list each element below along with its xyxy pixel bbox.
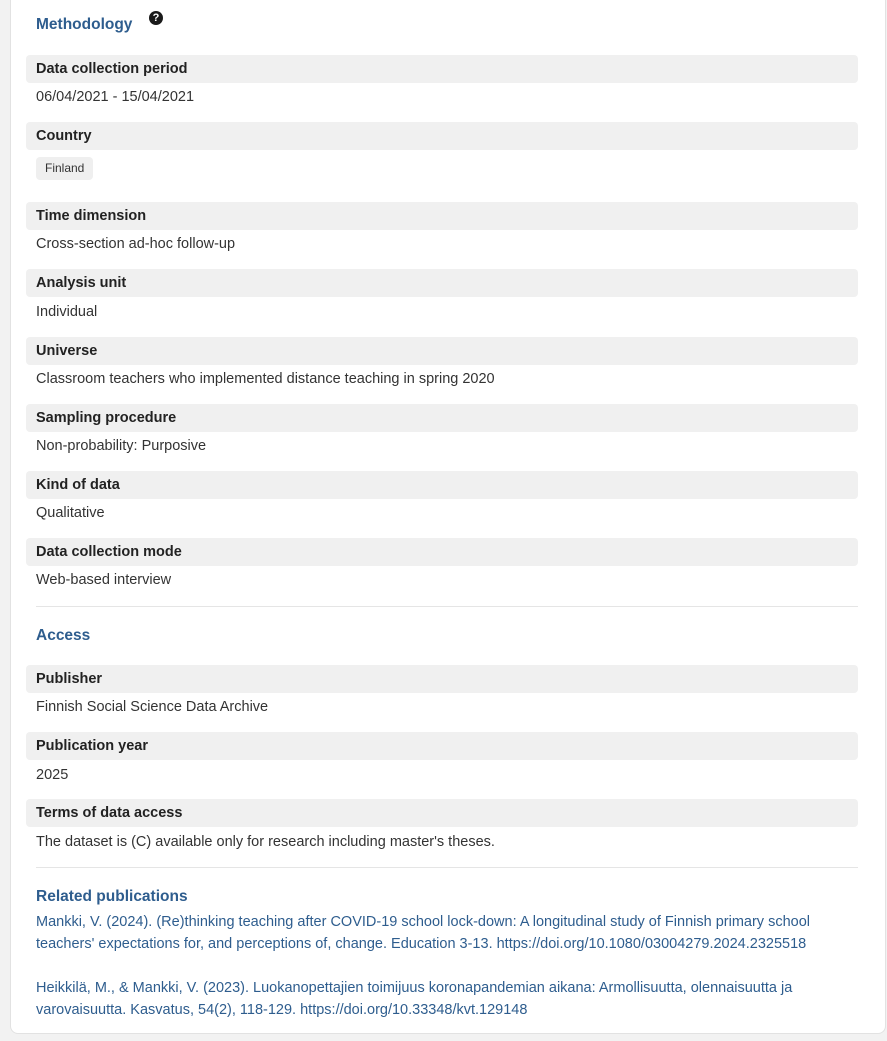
section-divider bbox=[36, 867, 858, 868]
field-label-data-collection-mode: Data collection mode bbox=[26, 538, 858, 566]
help-icon[interactable]: ? bbox=[149, 11, 163, 25]
field-value-data-collection-period: 06/04/2021 - 15/04/2021 bbox=[36, 89, 195, 105]
metadata-panel bbox=[10, 0, 886, 1034]
field-label-country: Country bbox=[26, 122, 858, 150]
section-divider bbox=[36, 606, 858, 607]
country-tag: Finland bbox=[36, 157, 93, 180]
publication-link[interactable]: Heikkilä, M., & Mankki, V. (2023). Luokanopettajien toimijuus koronapandemian aikana: Armollisuutta, olennaisuutta ja varovaisuutta. Kasvatus, 54(2), 118-129. https://doi.org/10.33348/kvt.129148 bbox=[36, 980, 793, 1018]
field-label-time-dimension: Time dimension bbox=[26, 202, 858, 230]
methodology-heading: Methodology bbox=[36, 16, 133, 33]
field-value-sampling-procedure: Non-probability: Purposive bbox=[36, 438, 207, 454]
field-label-analysis-unit: Analysis unit bbox=[26, 269, 858, 297]
field-label-publisher: Publisher bbox=[26, 665, 858, 693]
field-label-kind-of-data: Kind of data bbox=[26, 471, 858, 499]
field-label-universe: Universe bbox=[26, 337, 858, 365]
field-value-universe: Classroom teachers who implemented distance teaching in spring 2020 bbox=[36, 371, 495, 387]
field-value-publisher: Finnish Social Science Data Archive bbox=[36, 699, 269, 715]
related-publications-heading: Related publications bbox=[36, 888, 188, 905]
publication-link[interactable]: Mankki, V. (2024). (Re)thinking teaching after COVID-19 school lock-down: A longitudinal study of Finnish primary school teachers' expectations for, and perceptions of, change. Education 3-13. https://doi.org/10.1080/03004279.2024.2325518 bbox=[36, 914, 810, 952]
field-value-time-dimension: Cross-section ad-hoc follow-up bbox=[36, 236, 236, 252]
field-value-terms-of-data-access: The dataset is (C) available only for research including master's theses. bbox=[36, 834, 495, 850]
field-label-data-collection-period: Data collection period bbox=[26, 55, 858, 83]
access-heading: Access bbox=[36, 627, 91, 644]
field-value-publication-year: 2025 bbox=[36, 767, 69, 783]
field-value-kind-of-data: Qualitative bbox=[36, 505, 105, 521]
field-value-data-collection-mode: Web-based interview bbox=[36, 572, 172, 588]
field-value-analysis-unit: Individual bbox=[36, 304, 98, 320]
field-label-terms-of-data-access: Terms of data access bbox=[26, 799, 858, 827]
field-label-publication-year: Publication year bbox=[26, 732, 858, 760]
field-label-sampling-procedure: Sampling procedure bbox=[26, 404, 858, 432]
